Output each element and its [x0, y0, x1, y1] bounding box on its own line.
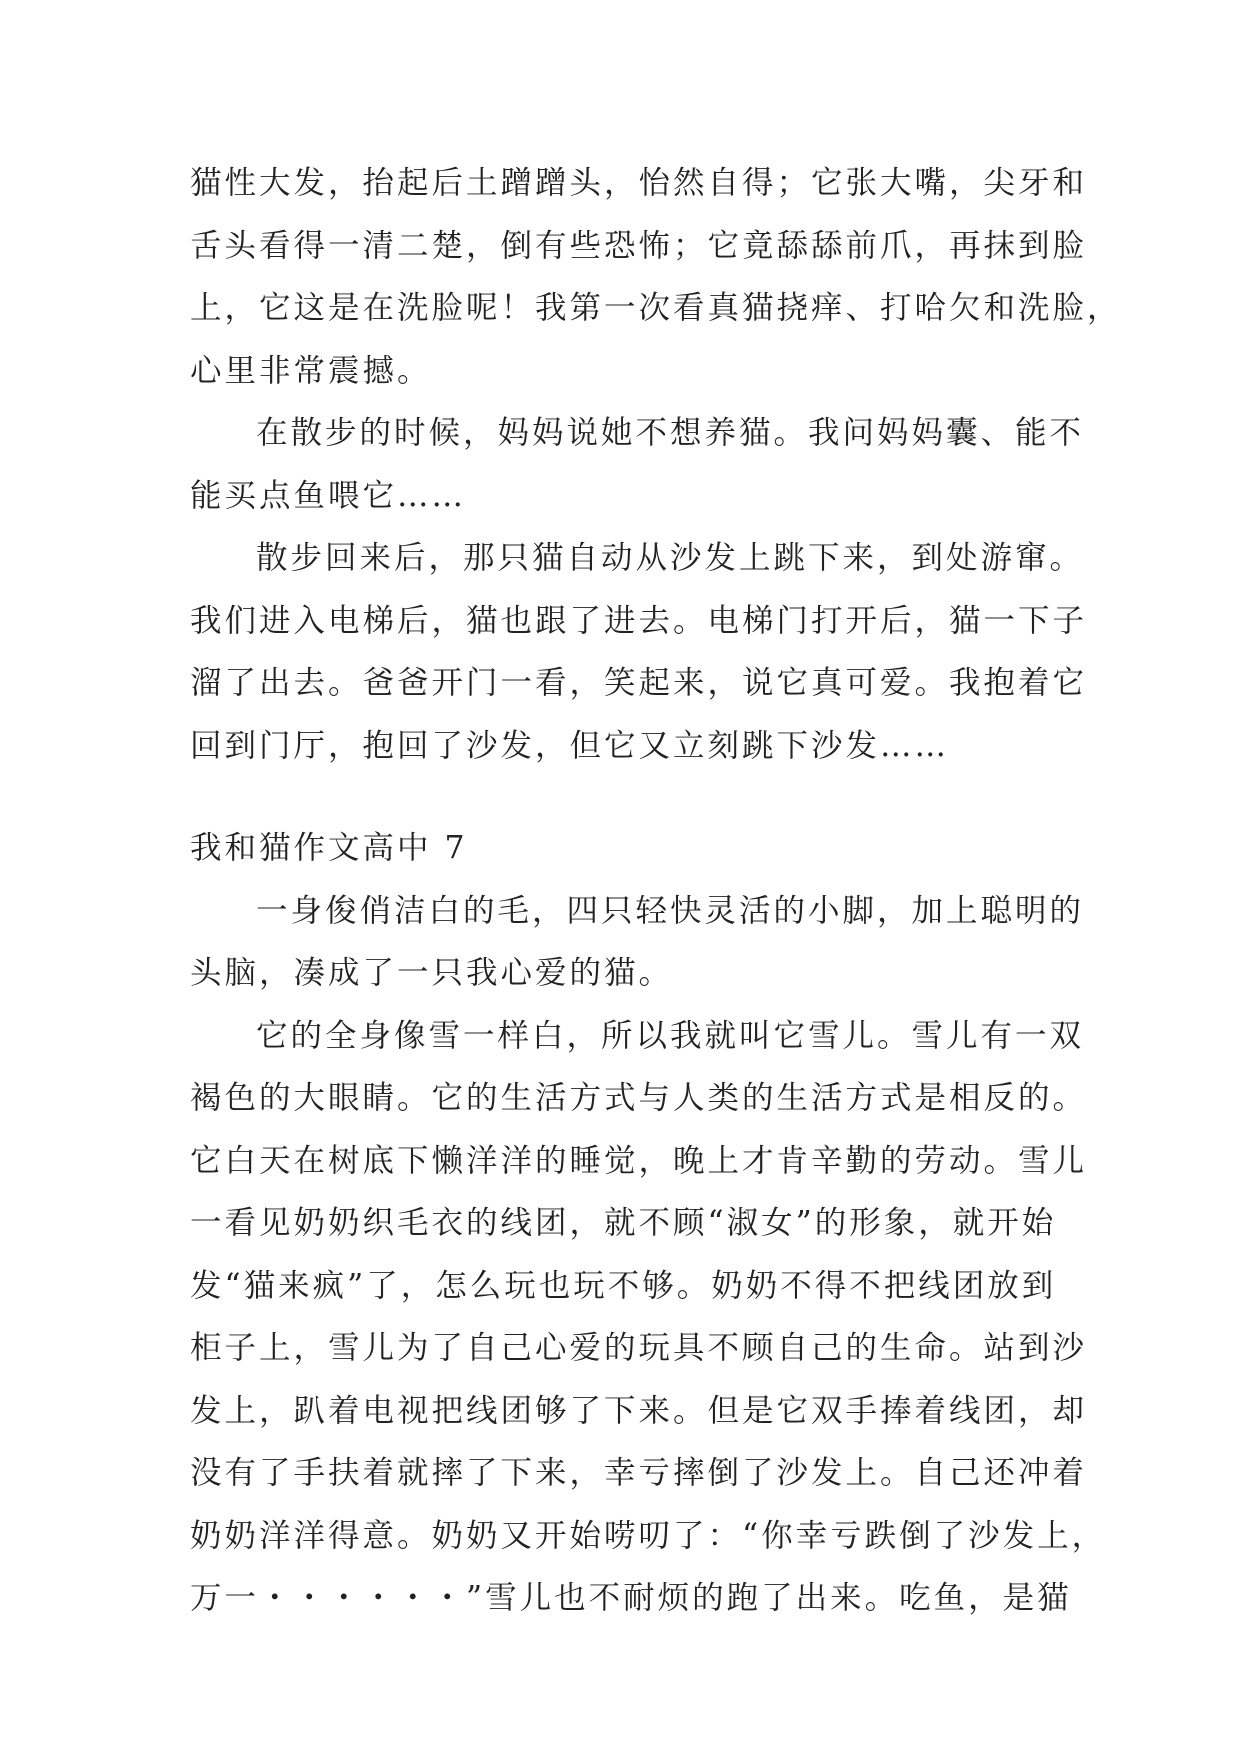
text-line: 万一・・・・・・”雪儿也不耐烦的跑了出来。吃鱼，是猫 — [190, 1580, 1072, 1616]
text-line: 头脑，凑成了一只我心爱的猫。 — [190, 955, 674, 991]
text-line: 能买点鱼喂它…… — [190, 477, 467, 514]
text-line: 散步回来后，那只猫自动从沙发上跳下来，到处游窜。 — [256, 540, 1085, 576]
document-body — [190, 152, 1122, 1630]
paragraph-4 — [190, 880, 1085, 1005]
text-line: 它白天在树底下懒洋洋的睡觉，晚上才肯辛勤的劳动。雪儿 — [190, 1142, 1088, 1179]
text-line: 发上，趴着电视把线团够了下来。但是它双手捧着线团，却 — [190, 1392, 1088, 1429]
text-line: 它的全身像雪一样白，所以我就叫它雪儿。雪儿有一双 — [256, 1017, 1085, 1054]
text-line: 回到门厅，抱回了沙发，但它又立刻跳下沙发…… — [190, 727, 950, 764]
text-line: 我们进入电梯后，猫也跟了进去。电梯门打开后，猫一下子 — [190, 602, 1088, 639]
text-line: 舌头看得一清二楚，倒有些恐怖；它竟舔舔前爪，再抹到脸 — [190, 227, 1088, 264]
text-line: 褐色的大眼睛。它的生活方式与人类的生活方式是相反的。 — [190, 1080, 1088, 1116]
text-line: 没有了手扶着就摔了下来，幸亏摔倒了沙发上。自己还冲着 — [190, 1455, 1088, 1491]
section-heading: 我和猫作文高中 7 — [190, 830, 468, 866]
text-line: 上，它这是在洗脸呢！我第一次看真猫挠痒、打哈欠和洗脸， — [190, 290, 1122, 326]
text-line: 柜子上，雪儿为了自己心爱的玩具不顾自己的生命。站到沙 — [190, 1330, 1088, 1366]
paragraph-2 — [190, 402, 1085, 527]
text-line: 一看见奶奶织毛衣的线团，就不顾“淑女”的形象，就开始 — [190, 1205, 1057, 1241]
text-line: 一身俊俏洁白的毛，四只轻快灵活的小脚，加上聪明的 — [256, 892, 1085, 929]
text-line: 发“猫来疯”了，怎么玩也玩不够。奶奶不得不把线团放到 — [190, 1267, 1057, 1304]
text-line: 猫性大发，抬起后土蹭蹭头，怡然自得；它张大嘴，尖牙和 — [190, 165, 1088, 201]
paragraph-5 — [190, 1005, 1107, 1630]
text-line: 奶奶洋洋得意。奶奶又开始唠叨了：“你幸亏跌倒了沙发上， — [190, 1517, 1107, 1554]
text-line: 心里非常震撼。 — [190, 352, 432, 389]
text-line: 溜了出去。爸爸开门一看，笑起来，说它真可爱。我抱着它 — [190, 665, 1088, 701]
paragraph-3 — [190, 527, 1088, 777]
text-line: 在散步的时候，妈妈说她不想养猫。我问妈妈囊、能不 — [256, 415, 1085, 451]
paragraph-1 — [190, 152, 1122, 402]
